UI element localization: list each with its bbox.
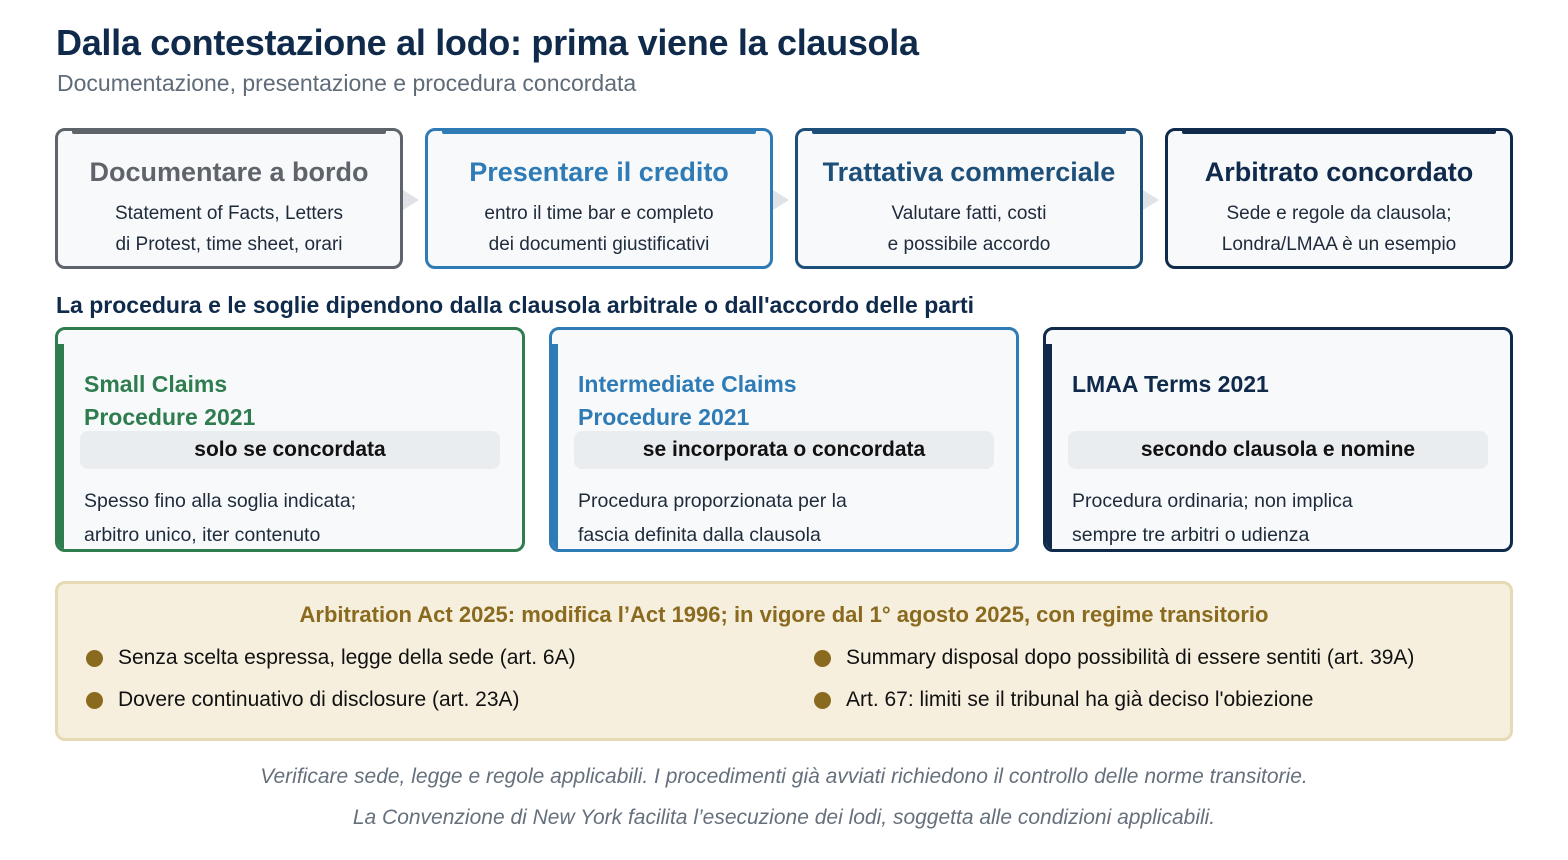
section-heading: La procedura e le soglie dipendono dalla clausola arbitrale o dall'accordo delle parti	[56, 292, 975, 318]
step-title: Trattativa commerciale	[822, 157, 1116, 187]
step-trattativa	[795, 128, 1143, 269]
flow-arrow-icon	[773, 190, 789, 210]
act-item	[86, 688, 520, 712]
step-presentare	[425, 128, 773, 269]
card-intermediate-claims	[549, 327, 1019, 552]
arbitration-act-panel	[55, 581, 1513, 741]
page-title: Dalla contestazione al lodo: prima viene la clausola	[56, 22, 919, 63]
card-title: Small Claims Procedure 2021	[84, 371, 256, 430]
step-description: Statement of Facts, Letters di Protest, time sheet, orari	[114, 203, 344, 255]
card-badge: se incorporata o concordata	[574, 431, 994, 469]
card-small-claims	[55, 327, 525, 552]
card-accent-bar	[552, 344, 558, 549]
step-documentare	[55, 128, 403, 269]
act-item	[86, 646, 576, 670]
step-title: Documentare a bordo	[89, 157, 369, 187]
step-accent-bar	[72, 128, 386, 134]
card-title: Intermediate Claims Procedure 2021	[578, 371, 797, 430]
step-accent-bar	[812, 128, 1126, 134]
bullet-icon	[86, 692, 103, 709]
act-item	[814, 688, 1313, 712]
bullet-icon	[814, 650, 831, 667]
act-item-text: Dovere continuativo di disclosure (art. 23A)	[118, 688, 520, 711]
flow-arrow-icon	[1143, 190, 1159, 210]
bullet-icon	[814, 692, 831, 709]
card-lmaa-terms	[1043, 327, 1513, 552]
act-item	[814, 646, 1414, 670]
flow-arrow-icon	[403, 190, 419, 210]
card-title: LMAA Terms 2021	[1072, 371, 1269, 397]
step-accent-bar	[1182, 128, 1496, 134]
card-description: Procedura ordinaria; non implica sempre tre arbitri o udienza	[1072, 490, 1353, 546]
page-subtitle: Documentazione, presentazione e procedura concordata	[57, 70, 637, 96]
act-item-text: Art. 67: limiti se il tribunal ha già deciso l'obiezione	[846, 688, 1314, 711]
card-accent-bar	[1046, 344, 1052, 549]
card-description: Procedura proporzionata per la fascia definita dalla clausola	[578, 490, 847, 546]
card-badge: solo se concordata	[80, 431, 500, 469]
card-badge: secondo clausola e nomine	[1068, 431, 1488, 469]
footnote: Verificare sede, legge e regole applicabili. I procedimenti già avviati richiedono il controllo delle norme transitorie.	[260, 765, 1308, 788]
step-title: Presentare il credito	[469, 157, 729, 187]
card-description: Spesso fino alla soglia indicata; arbitro unico, iter contenuto	[84, 490, 357, 546]
step-arbitrato	[1165, 128, 1513, 269]
step-title: Arbitrato concordato	[1204, 157, 1474, 187]
footnote: La Convenzione di New York facilita l’esecuzione dei lodi, soggetta alle condizioni applicabili.	[352, 806, 1216, 829]
act-item-text: Senza scelta espressa, legge della sede (art. 6A)	[118, 646, 576, 669]
act-item-text: Summary disposal dopo possibilità di essere sentiti (art. 39A)	[846, 646, 1415, 669]
card-accent-bar	[58, 344, 64, 549]
bullet-icon	[86, 650, 103, 667]
step-description: Sede e regole da clausola; Londra/LMAA è un esempio	[1221, 203, 1457, 255]
step-description: Valutare fatti, costi e possibile accordo	[887, 203, 1051, 255]
step-accent-bar	[442, 128, 756, 134]
step-description: entro il time bar e completo dei documenti giustificativi	[484, 203, 714, 255]
act-heading: Arbitration Act 2025: modifica l’Act 1996; in vigore dal 1° agosto 2025, con regime transitorio	[299, 602, 1269, 627]
